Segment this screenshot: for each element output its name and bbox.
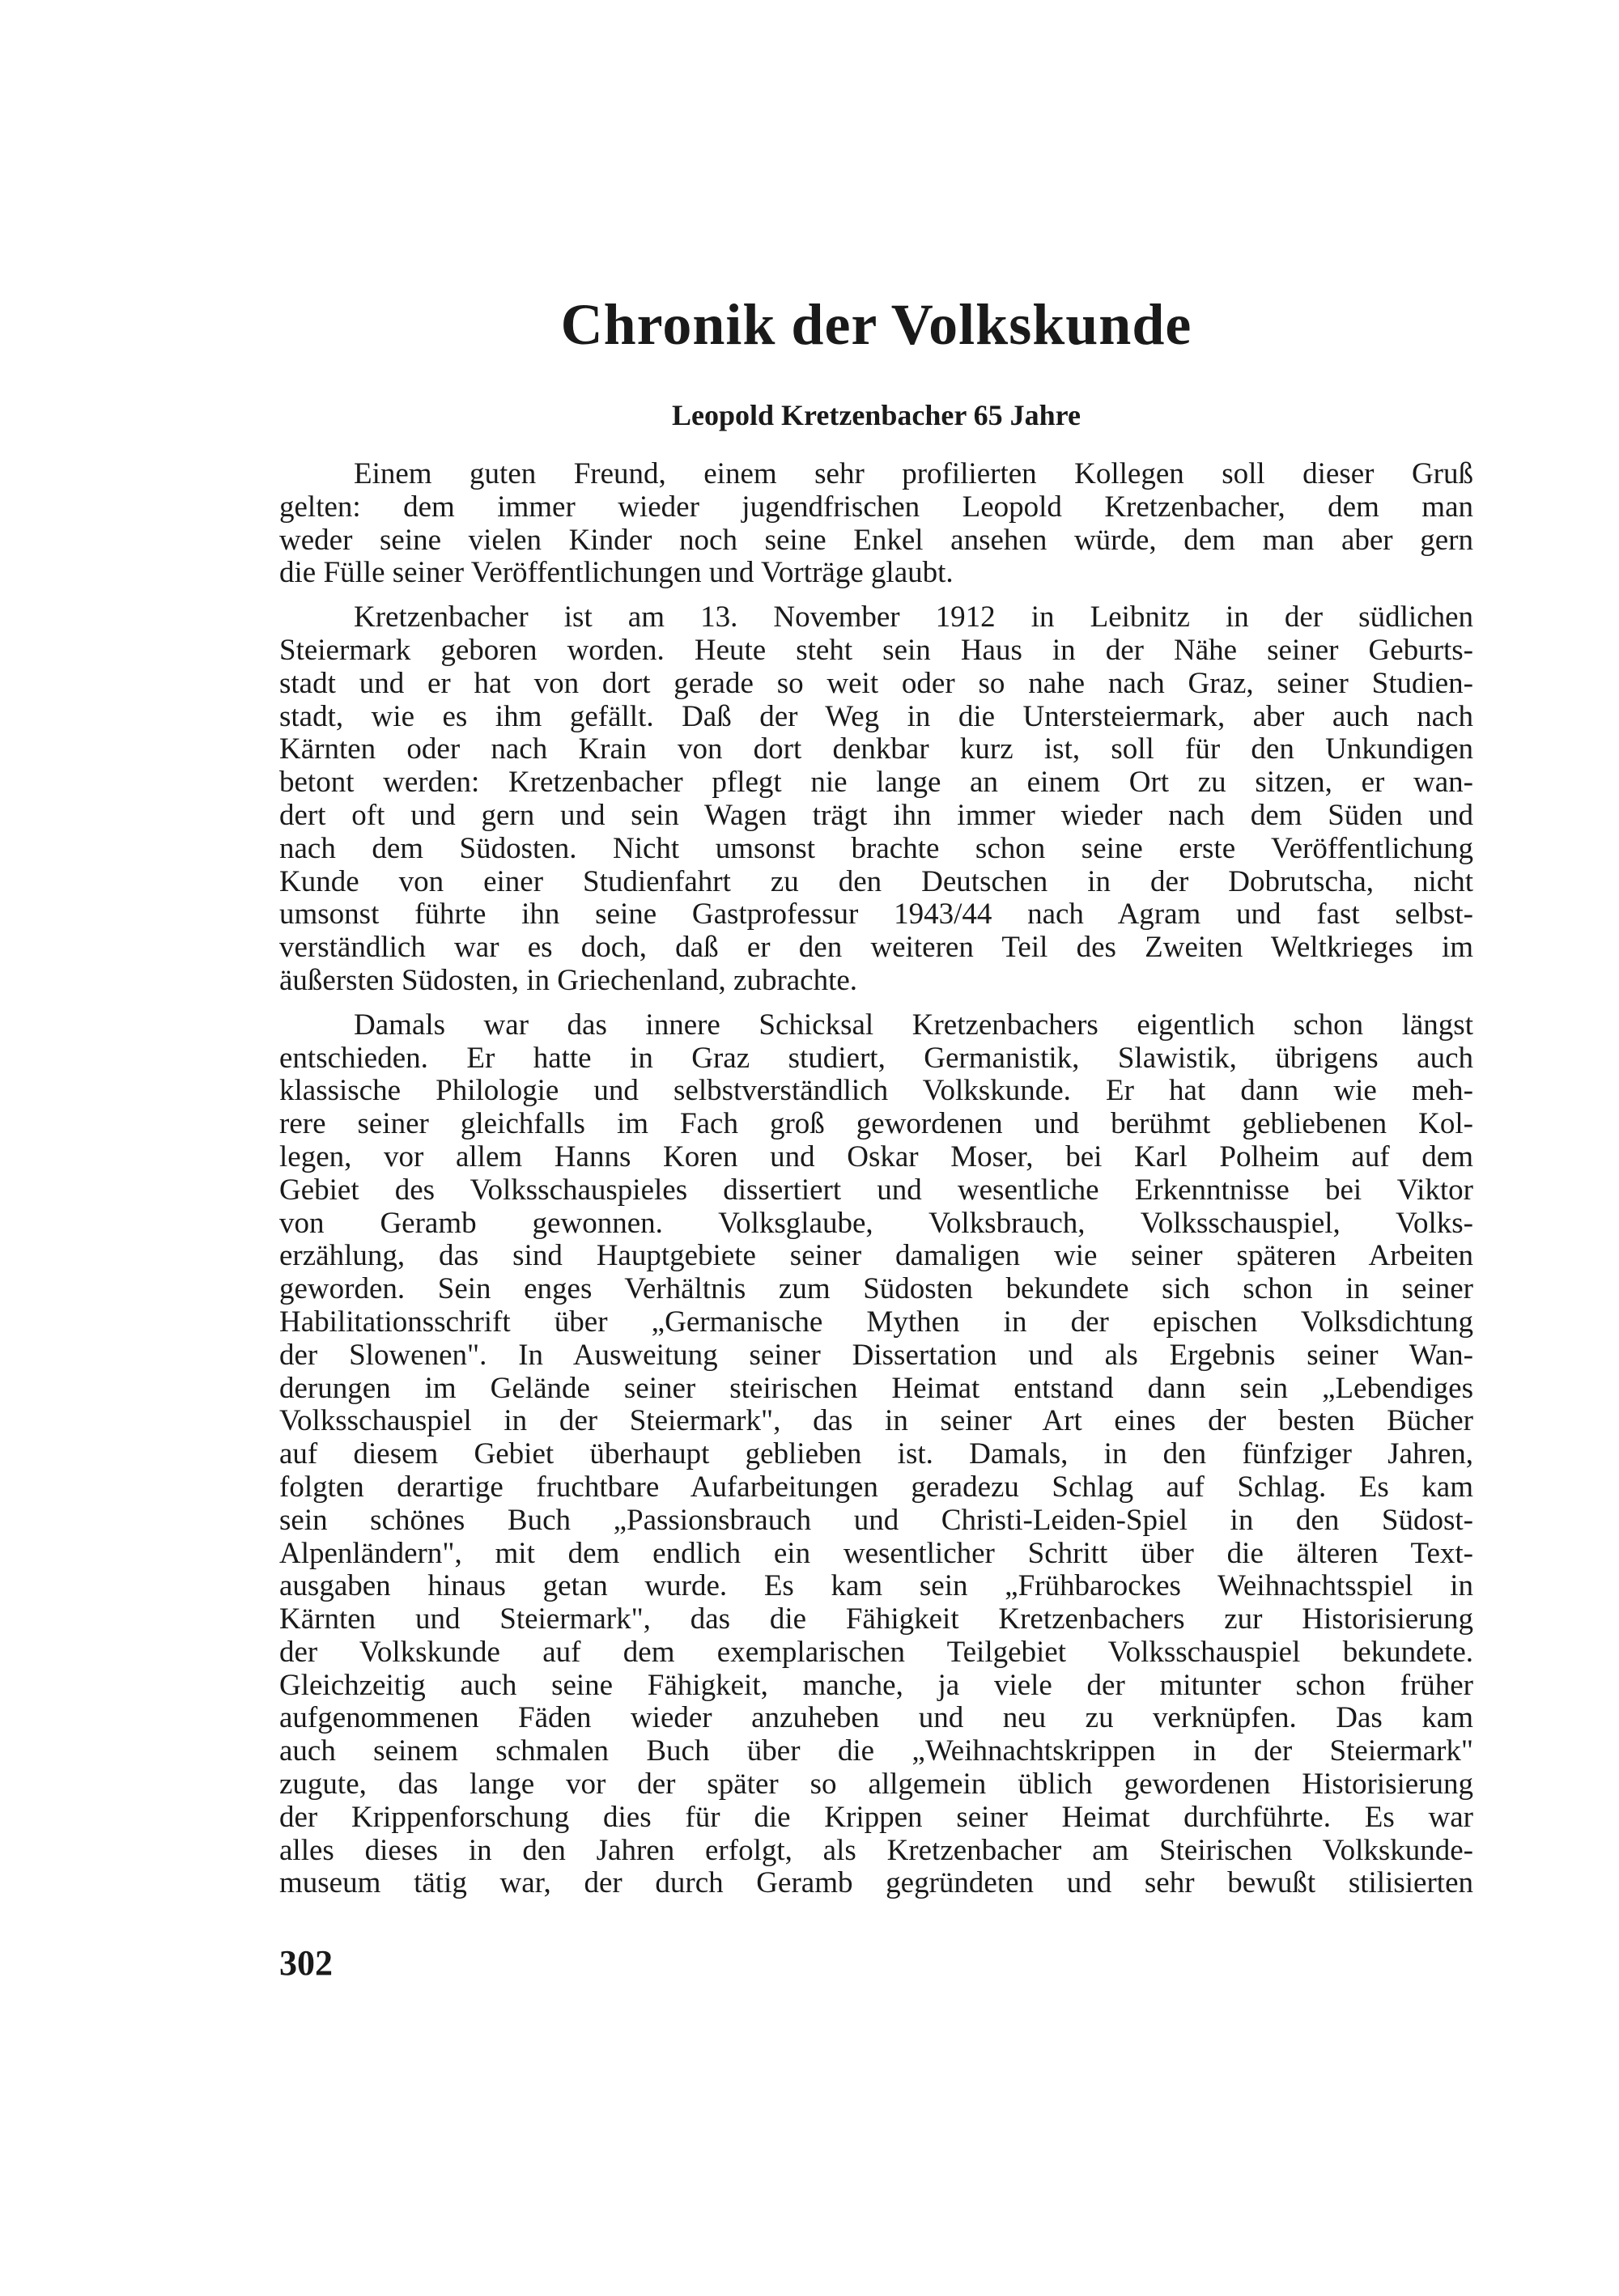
text-line: aufgenommenen Fäden wieder anzuheben und neu zu verknüpfen. Das kam [279, 1702, 1473, 1735]
text-line: Einem guten Freund, einem sehr profilierten Kollegen soll dieser Gruß [354, 458, 1473, 490]
text-line: klassische Philologie und selbstverständlich Volkskunde. Er hat dann wie meh- [279, 1075, 1473, 1108]
paragraph [279, 458, 1473, 590]
article-body [279, 458, 1473, 1912]
text-line: nach dem Südosten. Nicht umsonst brachte schon seine erste Veröffentlichung [279, 832, 1473, 865]
text-line: Gleichzeitig auch seine Fähigkeit, manche, ja viele der mitunter schon früher [279, 1669, 1473, 1702]
text-line: zugute, das lange vor der später so allgemein üblich gewordenen Historisierung [279, 1768, 1473, 1802]
text-line: auf diesem Gebiet überhaupt geblieben ist. Damals, in den fünfziger Jahren, [279, 1438, 1473, 1471]
text-line: auch seinem schmalen Buch über die „Weihnachtskrippen in der Steiermark" [279, 1735, 1473, 1768]
text-line: museum tätig war, der durch Geramb gegründeten und sehr bewußt stilisierten [279, 1867, 1473, 1900]
text-line: ausgaben hinaus getan wurde. Es kam sein „Frühbarockes Weihnachtsspiel in [279, 1570, 1473, 1603]
text-line: Kärnten und Steiermark", das die Fähigkeit Kretzenbachers zur Historisierung [279, 1603, 1473, 1636]
article-subtitle: Leopold Kretzenbacher 65 Jahre [672, 399, 1081, 431]
text-line: Kärnten oder nach Krain von dort denkbar kurz ist, soll für den Unkundigen [279, 733, 1473, 766]
text-line: der Volkskunde auf dem exemplarischen Teilgebiet Volksschauspiel bekundete. [279, 1636, 1473, 1669]
text-line: geworden. Sein enges Verhältnis zum Südosten bekundete sich schon in seiner [279, 1273, 1473, 1306]
text-line: die Fülle seiner Veröffentlichungen und Vorträge glaubt. [279, 557, 954, 590]
text-line: der Slowenen". In Ausweitung seiner Dissertation und als Ergebnis seiner Wan- [279, 1339, 1473, 1372]
text-line: erzählung, das sind Hauptgebiete seiner damaligen wie seiner späteren Arbeiten [279, 1240, 1473, 1273]
text-line: dert oft und gern und sein Wagen trägt ihn immer wieder nach dem Süden und [279, 799, 1473, 832]
text-line: äußersten Südosten, in Griechenland, zubrachte. [279, 964, 858, 997]
text-line: alles dieses in den Jahren erfolgt, als Kretzenbacher am Steirischen Volkskunde- [279, 1834, 1473, 1867]
text-line: Steiermark geboren worden. Heute steht sein Haus in der Nähe seiner Geburts- [279, 634, 1473, 667]
text-line: entschieden. Er hatte in Graz studiert, Germanistik, Slawistik, übrigens auch [279, 1042, 1473, 1075]
text-line: Gebiet des Volksschauspieles dissertiert und wesentliche Erkenntnisse bei Viktor [279, 1173, 1473, 1207]
text-line: rere seiner gleichfalls im Fach groß gewordenen und berühmt gebliebenen Kol- [279, 1108, 1473, 1141]
page-number: 302 [279, 1943, 333, 1983]
page-title: Chronik der Volkskunde [560, 292, 1192, 357]
text-line: von Geramb gewonnen. Volksglaube, Volksbrauch, Volksschauspiel, Volks- [279, 1207, 1473, 1240]
text-line: Volksschauspiel in der Steiermark", das in seiner Art eines der besten Bücher [279, 1405, 1473, 1438]
paragraph [279, 1009, 1473, 1901]
text-line: verständlich war es doch, daß er den weiteren Teil des Zweiten Weltkrieges im [279, 932, 1473, 965]
text-line: Kretzenbacher ist am 13. November 1912 in Leibnitz in der südlichen [354, 601, 1473, 634]
text-line: gelten: dem immer wieder jugendfrischen Leopold Kretzenbacher, dem man [279, 490, 1473, 524]
text-line: umsonst führte ihn seine Gastprofessur 1943/44 nach Agram und fast selbst- [279, 898, 1473, 932]
text-line: Kunde von einer Studienfahrt zu den Deutschen in der Dobrutscha, nicht [279, 865, 1473, 898]
text-line: legen, vor allem Hanns Koren und Oskar Moser, bei Karl Polheim auf dem [279, 1140, 1473, 1173]
text-line: betont werden: Kretzenbacher pflegt nie lange an einem Ort zu sitzen, er wan- [279, 766, 1473, 800]
text-line: der Krippenforschung dies für die Krippen seiner Heimat durchführte. Es war [279, 1801, 1473, 1834]
paragraph [279, 601, 1473, 998]
text-line: folgten derartige fruchtbare Aufarbeitungen geradezu Schlag auf Schlag. Es kam [279, 1471, 1473, 1504]
text-line: Habilitationsschrift über „Germanische Mythen in der epischen Volksdichtung [279, 1305, 1473, 1339]
text-line: stadt und er hat von dort gerade so weit oder so nahe nach Graz, seiner Studien- [279, 667, 1473, 700]
text-line: Damals war das innere Schicksal Kretzenbachers eigentlich schon längst [354, 1008, 1473, 1042]
text-line: derungen im Gelände seiner steirischen Heimat entstand dann sein „Lebendiges [279, 1372, 1473, 1405]
text-line: stadt, wie es ihm gefällt. Daß der Weg in die Untersteiermark, aber auch nach [279, 700, 1473, 733]
text-line: weder seine vielen Kinder noch seine Enkel ansehen würde, dem man aber gern [279, 524, 1473, 557]
text-line: Alpenländern", mit dem endlich ein wesentlicher Schritt über die älteren Text- [279, 1537, 1473, 1570]
text-line: sein schönes Buch „Passionsbrauch und Christi-Leiden-Spiel in den Südost- [279, 1504, 1473, 1537]
